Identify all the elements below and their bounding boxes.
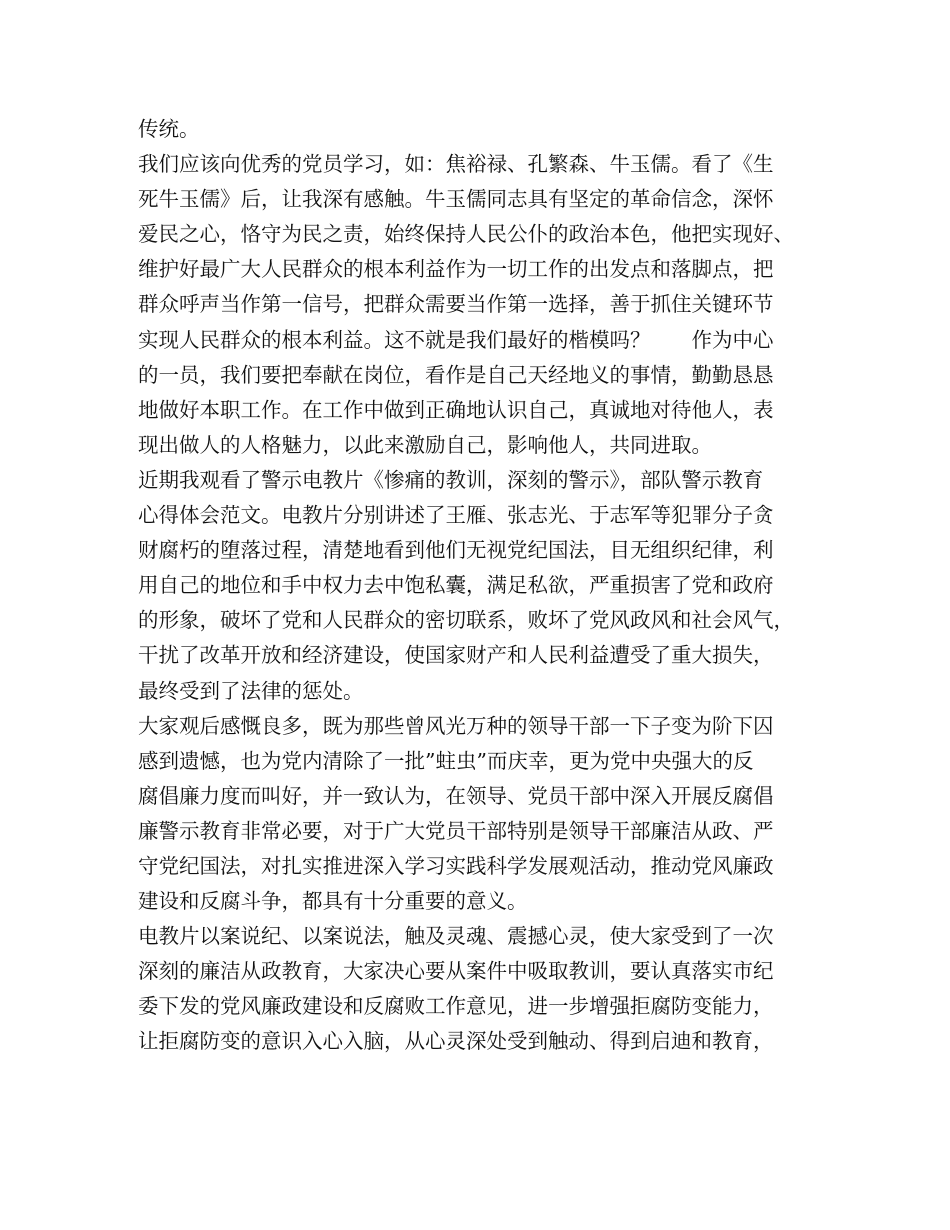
text-line: 的一员，我们要把奉献在岗位，看作是自己天经地义的事情，勤勤恳恳 <box>138 362 774 387</box>
text-line: 廉警示教育非常必要，对于广大党员干部特别是领导干部廉洁从政、严 <box>138 818 774 843</box>
text-line: 感到遗憾，也为党内清除了一批”蛀虫”而庆幸，更为党中央强大的反 <box>138 748 754 773</box>
text-line: 腐倡廉力度而叫好，并一致认为，在领导、党员干部中深入开展反腐倡 <box>138 783 774 808</box>
text-line: 心得体会范文。电教片分别讲述了王雁、张志光、于志军等犯罪分子贪 <box>138 503 774 528</box>
text-line: 让拒腐防变的意识入心入脑，从心灵深处受到触动、得到启迪和教育， <box>138 1029 774 1054</box>
text-line: 传统。 <box>138 117 200 141</box>
text-line: 实现人民群众的根本利益。这不就是我们最好的楷模吗？ 作为中心 <box>138 327 774 352</box>
text-line: 干扰了改革开放和经济建设，使国家财产和人民利益遭受了重大损失， <box>138 643 774 668</box>
text-line: 群众呼声当作第一信号，把群众需要当作第一选择，善于抓住关键环节 <box>138 292 774 317</box>
text-line: 死牛玉儒》后，让我深有感触。牛玉儒同志具有坚定的革命信念，深怀 <box>138 187 774 212</box>
text-line: 建设和反腐斗争，都具有十分重要的意义。 <box>138 889 528 914</box>
text-line: 用自己的地位和手中权力去中饱私囊，满足私欲，严重损害了党和政府 <box>138 573 774 598</box>
text-line: 地做好本职工作。在工作中做到正确地认识自己，真诚地对待他人，表 <box>138 397 774 422</box>
text-line: 的形象，破坏了党和人民群众的密切联系，败坏了党风政风和社会风气， <box>138 608 794 633</box>
text-line: 我们应该向优秀的党员学习，如：焦裕禄、孔繁森、牛玉儒。看了《生 <box>138 152 774 177</box>
text-line: 财腐朽的堕落过程，清楚地看到他们无视党纪国法，目无组织纪律，利 <box>138 538 774 563</box>
text-line: 近期我观看了警示电教片《惨痛的教训，深刻的警示》，部队警示教育 <box>138 467 764 492</box>
text-line: 维护好最广大人民群众的根本利益作为一切工作的出发点和落脚点，把 <box>138 257 774 282</box>
text-line: 委下发的党风廉政建设和反腐败工作意见，进一步增强拒腐防变能力， <box>138 994 774 1019</box>
text-line: 现出做人的人格魅力，以此来激励自己，影响他人，共同进取。 <box>138 432 712 457</box>
text-line: 爱民之心，恪守为民之责，始终保持人民公仆的政治本色，他把实现好、 <box>138 222 794 247</box>
text-line: 大家观后感慨良多，既为那些曾风光万种的领导干部一下子变为阶下囚 <box>138 713 774 738</box>
text-line: 最终受到了法律的惩处。 <box>138 678 364 703</box>
text-line: 深刻的廉洁从政教育，大家决心要从案件中吸取教训，要认真落实市纪 <box>138 959 774 984</box>
text-line: 电教片以案说纪、以案说法，触及灵魂、震撼心灵，使大家受到了一次 <box>138 924 774 949</box>
body-text <box>138 112 828 1060</box>
text-line: 守党纪国法，对扎实推进深入学习实践科学发展观活动，推动党风廉政 <box>138 853 774 878</box>
